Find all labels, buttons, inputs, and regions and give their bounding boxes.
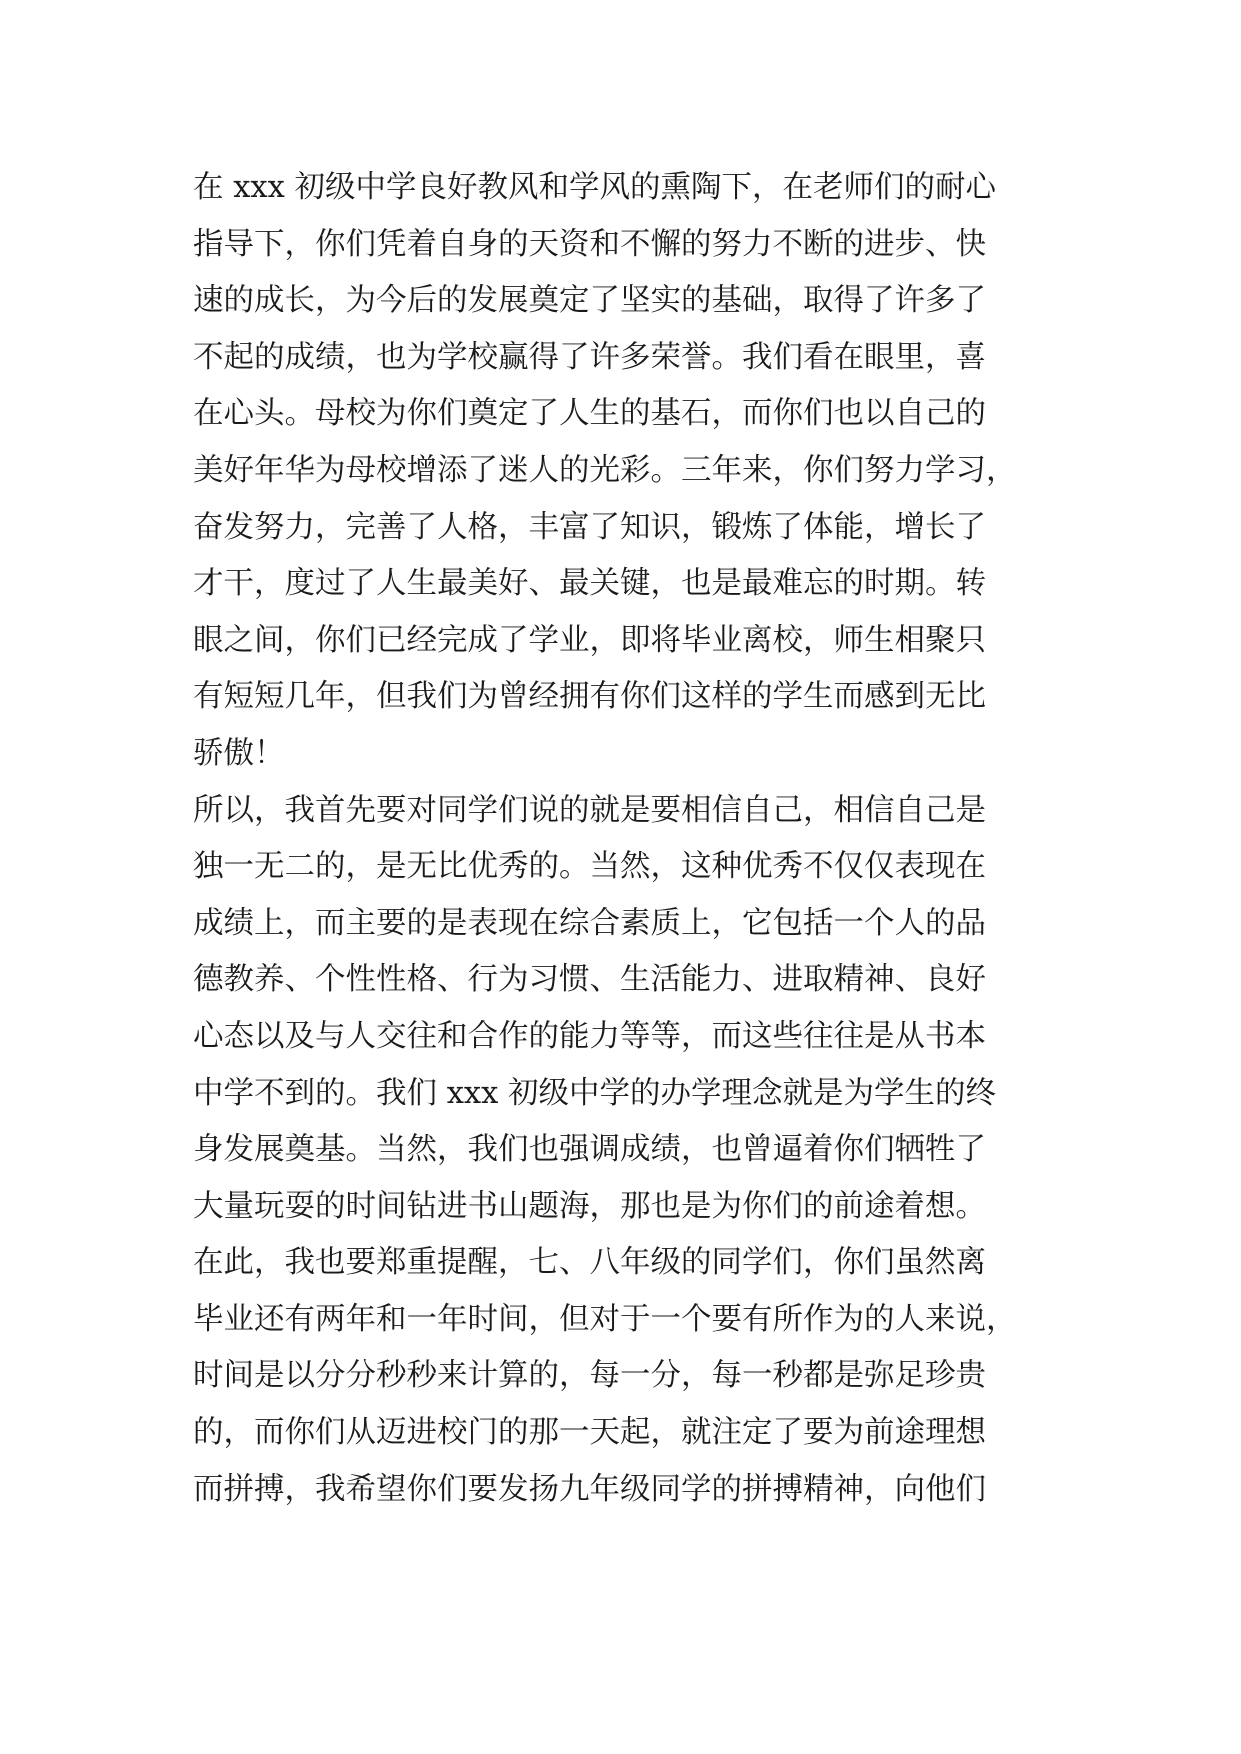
text-line: 中学不到的。我们 xxx 初级中学的办学理念就是为学生的终	[193, 1075, 996, 1111]
text-line: 骄傲！	[193, 735, 285, 771]
text-line: 所以，我首先要对同学们说的就是要相信自己，相信自己是	[193, 792, 986, 828]
body-text	[193, 160, 1073, 1518]
text-line: 在心头。母校为你们奠定了人生的基石，而你们也以自己的	[193, 396, 986, 432]
text-line: 速的成长，为今后的发展奠定了坚实的基础，取得了许多了	[193, 283, 986, 319]
text-line: 身发展奠基。当然，我们也强调成绩，也曾逼着你们牺牲了	[193, 1132, 986, 1168]
text-line: 才干，度过了人生最美好、最关键，也是最难忘的时期。转	[193, 566, 986, 602]
text-line: 心态以及与人交往和合作的能力等等，而这些往往是从书本	[193, 1018, 986, 1054]
text-line: 大量玩耍的时间钻进书山题海，那也是为你们的前途着想。	[193, 1188, 986, 1224]
text-line: 独一无二的，是无比优秀的。当然，这种优秀不仅仅表现在	[193, 849, 986, 885]
text-line: 成绩上，而主要的是表现在综合素质上，它包括一个人的品	[193, 905, 986, 941]
text-line: 德教养、个性性格、行为习惯、生活能力、进取精神、良好	[193, 962, 986, 998]
text-line: 不起的成绩，也为学校赢得了许多荣誉。我们看在眼里，喜	[193, 339, 986, 375]
text-line: 奋发努力，完善了人格，丰富了知识，锻炼了体能，增长了	[193, 509, 986, 545]
text-line: 的，而你们从迈进校门的那一天起，就注定了要为前途理想	[193, 1415, 986, 1451]
text-line: 有短短几年，但我们为曾经拥有你们这样的学生而感到无比	[193, 679, 986, 715]
text-line: 指导下，你们凭着自身的天资和不懈的努力不断的进步、快	[193, 226, 986, 262]
text-line: 美好年华为母校增添了迷人的光彩。三年来，你们努力学习，	[193, 452, 1017, 488]
text-line: 毕业还有两年和一年时间，但对于一个要有所作为的人来说，	[193, 1301, 1017, 1337]
text-line: 眼之间，你们已经完成了学业，即将毕业离校，师生相聚只	[193, 622, 986, 658]
text-line: 而拼搏，我希望你们要发扬九年级同学的拼搏精神，向他们	[193, 1471, 986, 1507]
text-line: 在 xxx 初级中学良好教风和学风的熏陶下，在老师们的耐心	[193, 170, 996, 205]
text-line: 时间是以分分秒秒来计算的，每一分，每一秒都是弥足珍贵	[193, 1358, 986, 1394]
text-line: 在此，我也要郑重提醒，七、八年级的同学们，你们虽然离	[193, 1245, 986, 1281]
